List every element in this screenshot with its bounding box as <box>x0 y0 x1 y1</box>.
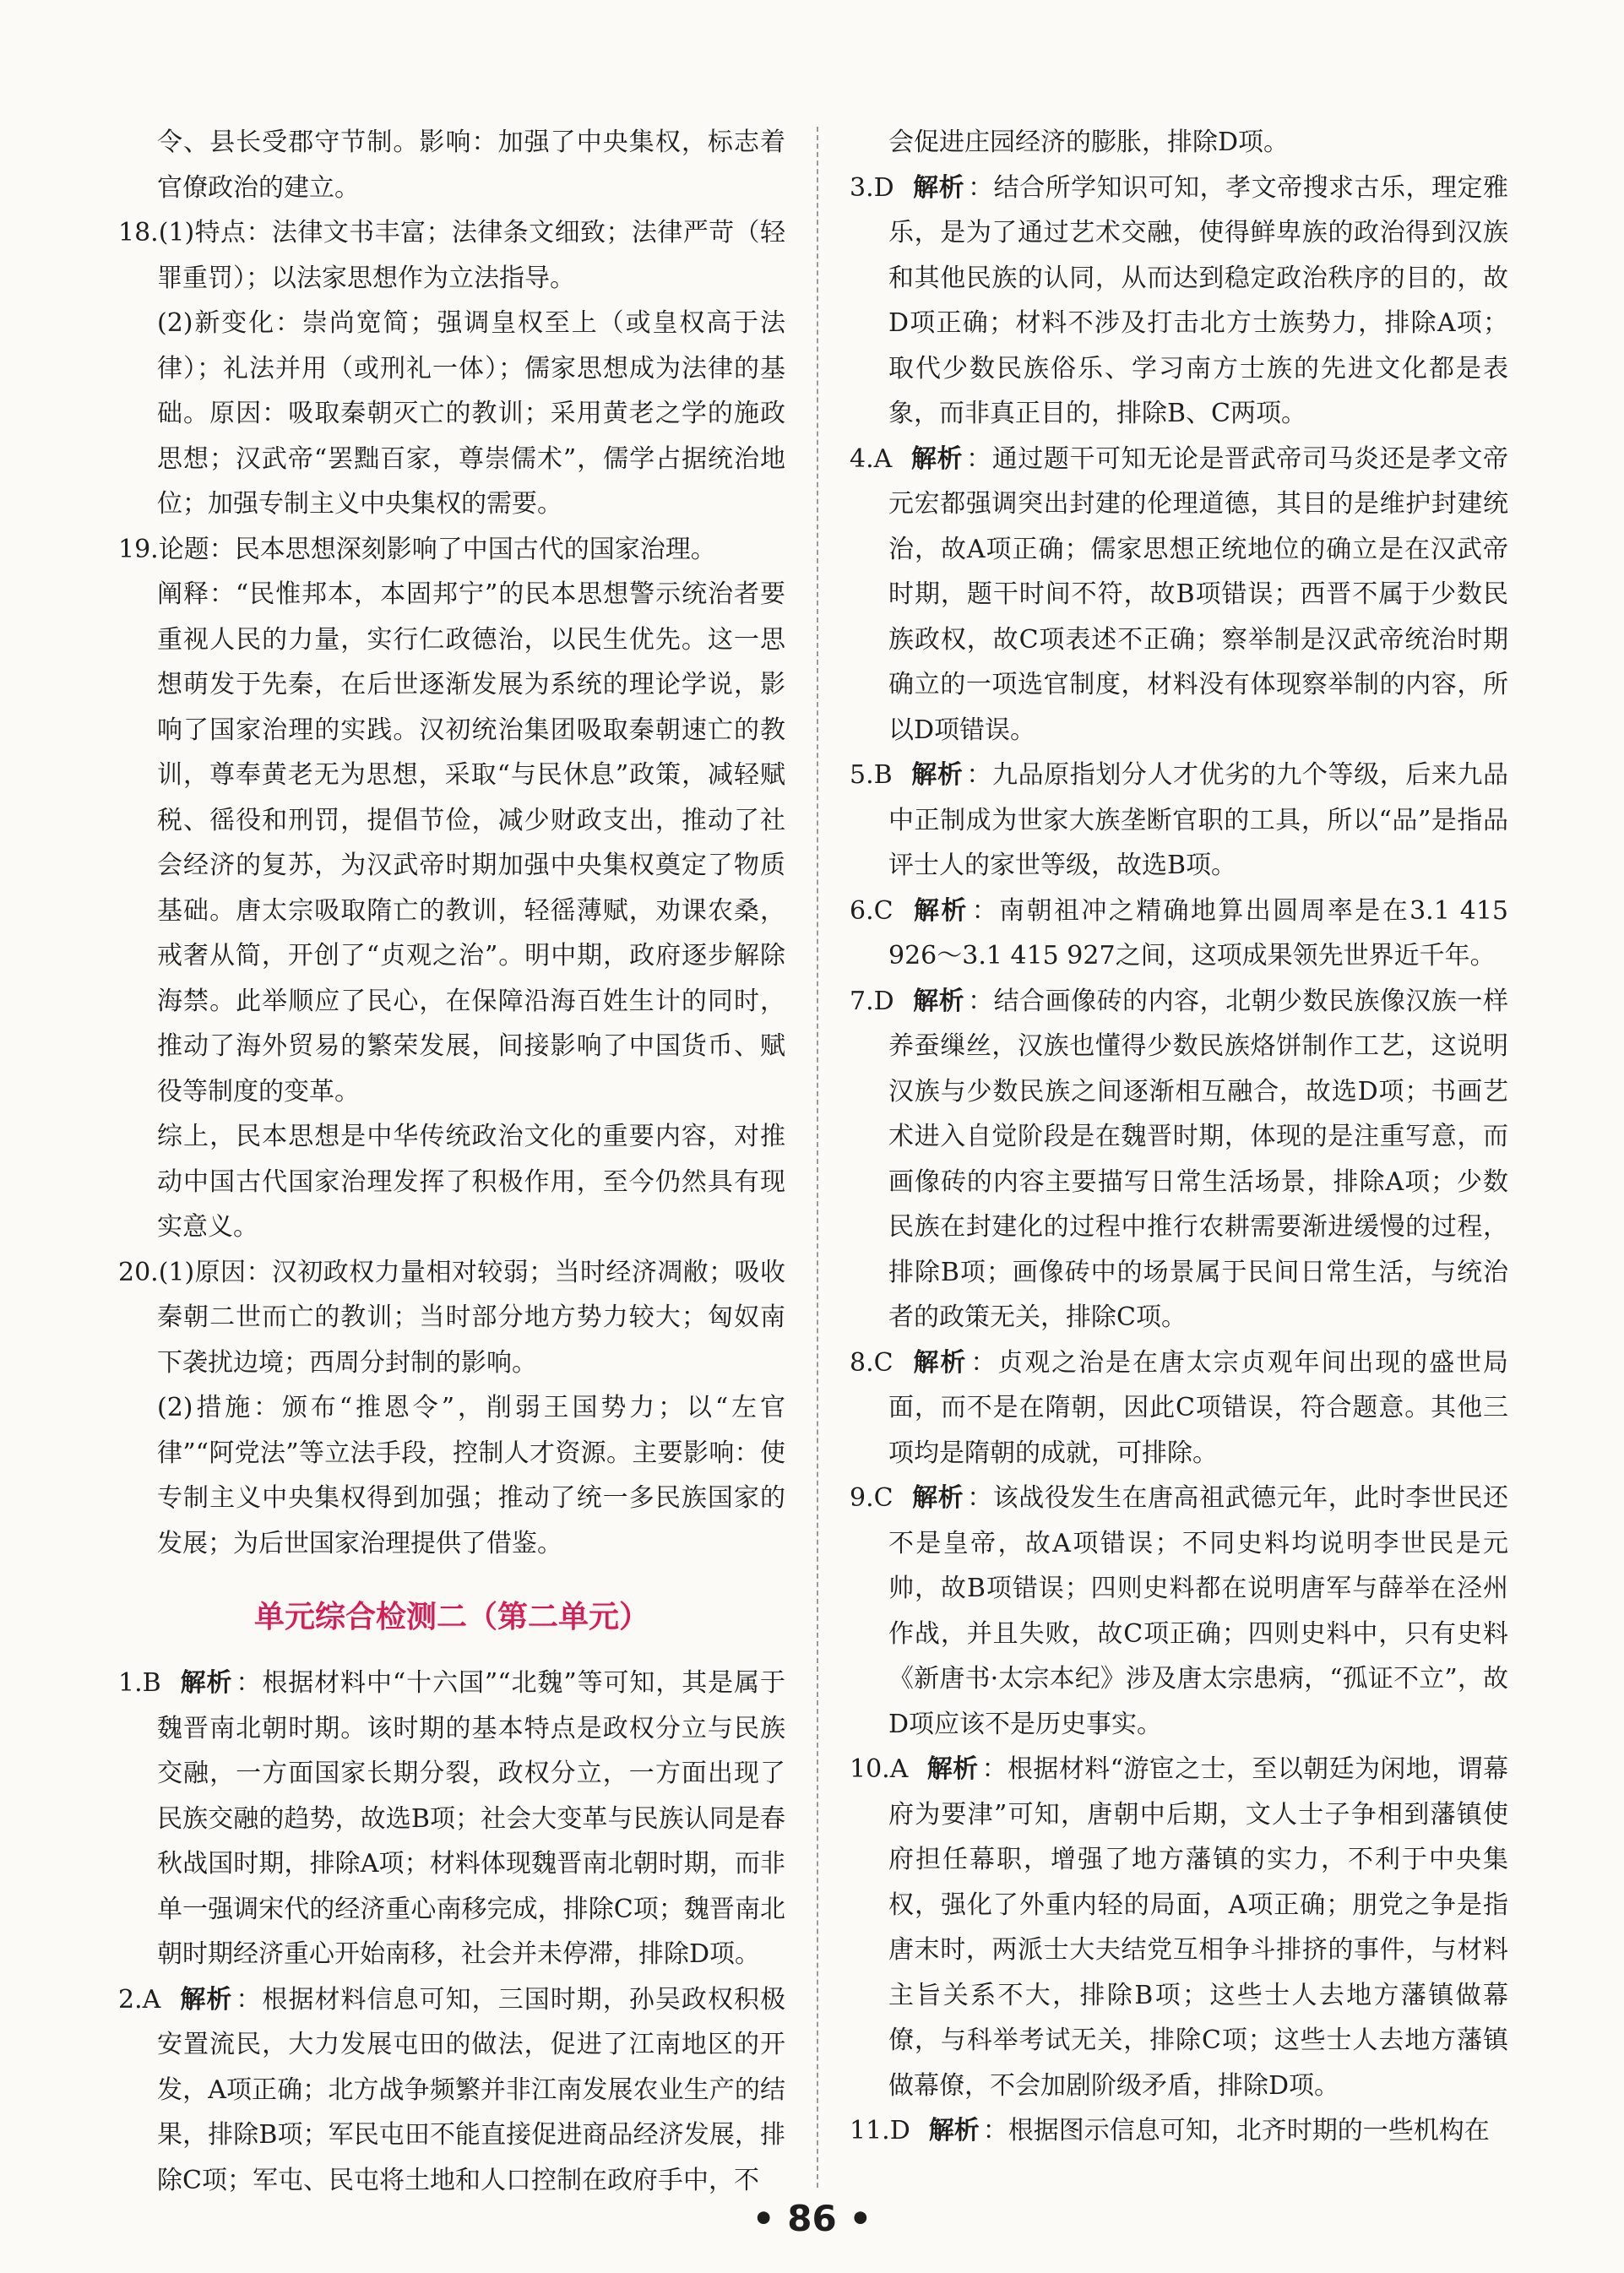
analysis-label: 解析 <box>179 1984 233 2015</box>
answer-text: ：根据图示信息可知，北齐时期的一些机构在 <box>982 2116 1490 2145</box>
answer-text: ：根据材料中“十六国”“北魏”等可知，其是属于魏晋南北朝时期。该时期的基本特点是政权分立与民族交融，一方面国家长期分裂，政权分立，一方面出现了民族交融的趋势，故选B项；社会大变革与民族认同是春秋战国时期，排除A项；材料体现魏晋南北朝时期，而非单一强调宋代的经济重心南移完成，排除C项；魏晋南北朝时期经济重心开始南移，社会并未停滞，排除D项。 <box>157 1668 785 1969</box>
page-number: • 86 • <box>752 2198 872 2239</box>
answer-number: 10.A <box>850 1754 909 1784</box>
answer-text: ：根据材料信息可知，三国时期，孙吴政权积极安置流民，大力发展屯田的做法，促进了江南地区的开发，A项正确；北方战争频繁并非江南发展农业生产的结果，排除B项；军民屯田不能直接促进商品经济发展，排除C项；军屯、民屯将土地和人口控制在政府手中，不 <box>157 1984 786 2195</box>
answer-4 <box>850 437 1508 753</box>
answer-number: 9.C <box>850 1483 893 1513</box>
section-title: 单元综合检测二（第二单元） <box>253 1600 649 1634</box>
answer-number: 8.C <box>850 1347 893 1378</box>
answer-1 <box>118 1661 785 1977</box>
answer-19-conclusion: 综上，民本思想是中华传统政治文化的重要内容，对推动中国古代国家治理发挥了积极作用，至今仍然具有现实意义。 <box>157 1122 785 1242</box>
answer-8 <box>850 1340 1508 1476</box>
answer-7 <box>850 979 1508 1340</box>
answer-6 <box>850 889 1508 979</box>
answer-text: ：根据材料“游宦之士，至以朝廷为闲地，谓幕府为要津”可知，唐朝中后期，文人士子争相到藩镇使府担任幕职，增强了地方藩镇的实力，不利于中央集权，强化了外重内轻的局面，A项正确；朋党之争是指唐末时，两派士大夫结党互相争斗排挤的事件，与材料主旨关系不大，排除B项；这些士人去地方藩镇做幕僚，与科举考试无关，排除C项；这些士人去地方藩镇做幕僚，不会加剧阶级矛盾，排除D项。 <box>888 1754 1509 2101</box>
answer-text: ：通过题干可知无论是晋武帝司马炎还是孝文帝元宏都强调突出封建的伦理道德，其目的是维护封建统治，故A项正确；儒家思想正统地位的确立是在汉武帝时期，题干时间不符，故B项错误；西晋不属于少数民族政权，故C项表述不正确；察举制是汉武帝统治时期确立的一项选官制度，材料没有体现察举制的内容，所以D项错误。 <box>888 443 1509 745</box>
analysis-label: 解析 <box>912 986 965 1016</box>
answer-number: 7.D <box>850 986 894 1016</box>
answer-18-part1: 18.(1)特点：法律文书丰富；法律条文细致；法律严苛（轻罪重罚）；以法家思想作为立法指导。 <box>118 218 785 293</box>
answer-number: 6.C <box>850 895 893 926</box>
analysis-label: 解析 <box>911 1483 964 1513</box>
answer-number: 3.D <box>850 172 894 203</box>
answer-number: 1.B <box>118 1668 161 1698</box>
answer-text: ：结合画像砖的内容，北朝少数民族像汉族一样养蚕缫丝，汉族也懂得少数民族烙饼制作工艺，这说明汉族与少数民族之间逐渐相互融合，故选D项；书画艺术进入自觉阶段是在魏晋时期，体现的是注重写意，而画像砖的内容主要描写日常生活场景，排除A项；少数民族在封建化的过程中推行农耕需要渐进缓慢的过程，排除B项；画像砖中的场景属于民间日常生活，与统治者的政策无关，排除C项。 <box>888 986 1509 1332</box>
answer-20-part1: 20.(1)原因：汉初政权力量相对较弱；当时经济凋敝；吸收秦朝二世而亡的教训；当时部分地方势力较大；匈奴南下袭扰边境；西周分封制的影响。 <box>118 1257 785 1378</box>
answer-number: 5.B <box>850 760 893 790</box>
answer-9 <box>850 1476 1508 1747</box>
right-column <box>850 120 1508 2154</box>
column-divider <box>817 127 818 2188</box>
answer-10 <box>850 1747 1508 2108</box>
answer-3 <box>850 166 1508 437</box>
answer-19-thesis: 19.论题：民本思想深刻影响了中国古代的国家治理。 <box>118 534 716 564</box>
analysis-label: 解析 <box>910 443 964 474</box>
left-column <box>118 120 785 2203</box>
continued-answer-2: 会促进庄园经济的膨胀，排除D项。 <box>888 128 1290 157</box>
answer-text: ：结合所学知识可知，孝文帝搜求古乐，理定雅乐，是为了通过艺术交融，使得鲜卑族的政治得到汉族和其他民族的认同，从而达到稳定政治秩序的目的，故D项正确；材料不涉及打击北方士族势力，排除A项；取代少数民族俗乐、学习南方士族的先进文化都是表象，而非真正目的，排除B、C两项。 <box>888 172 1509 428</box>
answer-18-part2: (2)新变化：崇尚宽简；强调皇权至上（或皇权高于法律）；礼法并用（或刑礼一体）；儒家思想成为法律的基础。原因：吸取秦朝灭亡的教训；采用黄老之学的施政思想；汉武帝“罢黜百家，尊崇儒术”，儒学占据统治地位；加强专制主义中央集权的需要。 <box>157 308 785 519</box>
answer-19-explanation: 阐释：“民惟邦本，本固邦宁”的民本思想警示统治者要重视人民的力量，实行仁政德治，以民生优先。这一思想萌发于先秦，在后世逐渐发展为系统的理论学说，影响了国家治理的实践。汉初统治集团吸取秦朝速亡的教训，尊奉黄老无为思想，采取“与民休息”政策，减轻赋税、徭役和刑罚，提倡节俭，减少财政支出，推动了社会经济的复苏，为汉武帝时期加强中央集权奠定了物质基础。唐太宗吸取隋亡的教训，轻徭薄赋，劝课农桑，戒奢从简，开创了“贞观之治”。明中期，政府逐步解除海禁。此举顺应了民心，在保障沿海百姓生计的同时，推动了海外贸易的繁荣发展，间接影响了中国货币、赋役等制度的变革。 <box>157 579 785 1107</box>
analysis-label: 解析 <box>911 895 969 926</box>
analysis-label: 解析 <box>926 1754 979 1784</box>
analysis-label: 解析 <box>910 760 964 790</box>
answer-2 <box>118 1977 785 2204</box>
analysis-label: 解析 <box>179 1668 233 1698</box>
answer-text: ：南朝祖冲之精确地算出圆周率是在3.1 415 926～3.1 415 927之间，这项成果领先世界近千年。 <box>888 895 1508 971</box>
answer-number: 2.A <box>118 1984 161 2015</box>
answer-text: ：贞观之治是在唐太宗贞观年间出现的盛世局面，而不是在隋朝，因此C项错误，符合题意。其他三项均是隋朝的成就，可排除。 <box>888 1347 1509 1468</box>
answer-text: ：九品原指划分人才优劣的九个等级，后来九品中正制成为世家大族垄断官职的工具，所以“品”是指品评士人的家世等级，故选B项。 <box>888 760 1509 880</box>
analysis-label: 解析 <box>911 1347 968 1378</box>
answer-number: 4.A <box>850 443 893 474</box>
answer-number: 11.D <box>850 2116 910 2145</box>
answer-5 <box>850 753 1508 889</box>
analysis-label: 解析 <box>928 2116 980 2145</box>
analysis-label: 解析 <box>912 172 965 203</box>
answer-11 <box>850 2108 1508 2154</box>
continued-answer-17: 令、县长受郡守节制。影响：加强了中央集权，标志着官僚政治的建立。 <box>157 128 785 203</box>
answer-text: ：该战役发生在唐高祖武德元年，此时李世民还不是皇帝，故A项错误；不同史料均说明李世民是元帅，故B项错误；四则史料都在说明唐军与薛举在泾州作战，并且失败，故C项正确；四则史料中，只有史料《新唐书·太宗本纪》涉及唐太宗患病，“孤证不立”，故D项应该不是历史事实。 <box>888 1483 1509 1739</box>
answer-20-part2: (2)措施：颁布“推恩令”，削弱王国势力；以“左官律”“阿党法”等立法手段，控制人才资源。主要影响：使专制主义中央集权得到加强；推动了统一多民族国家的发展；为后世国家治理提供了借鉴。 <box>157 1393 785 1558</box>
